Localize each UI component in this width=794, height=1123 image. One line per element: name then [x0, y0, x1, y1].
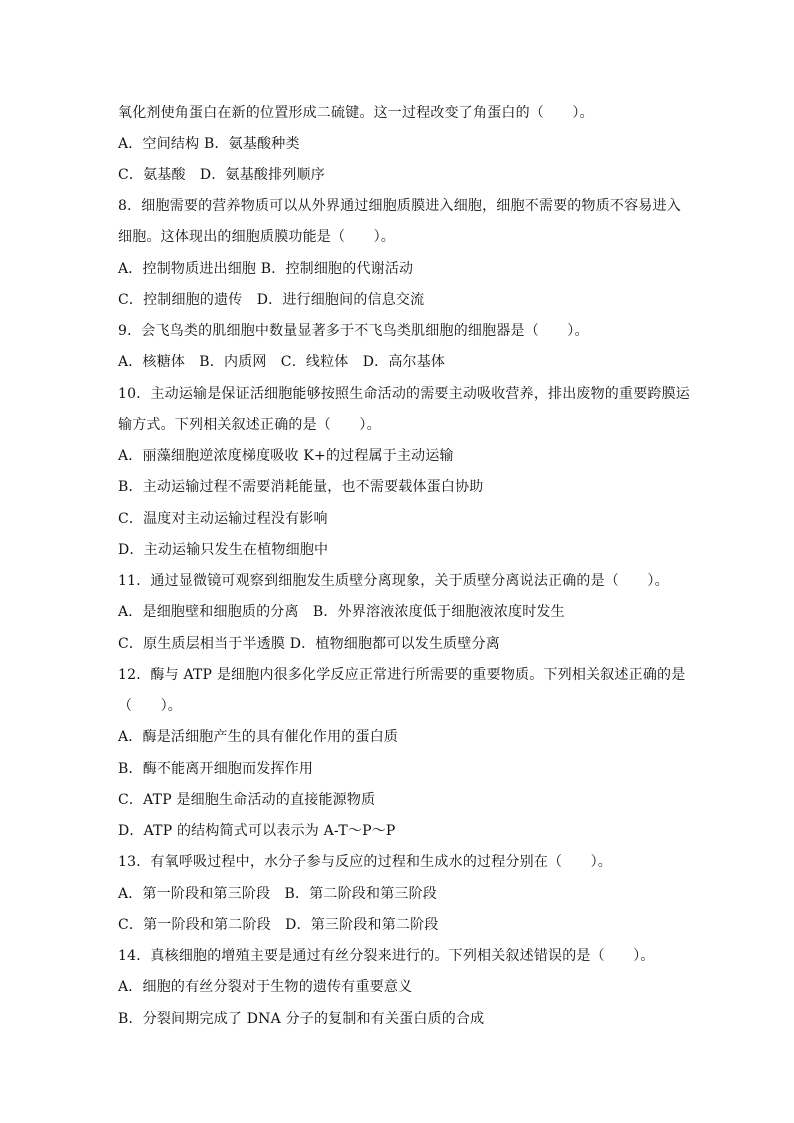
option-line: C．ATP 是细胞生命活动的直接能源物质 — [118, 792, 376, 808]
option-line: A．空间结构 B．氨基酸种类 — [118, 136, 300, 152]
option-line: A．控制物质进出细胞 B．控制细胞的代谢活动 — [118, 261, 414, 277]
option-line: C．氨基酸 D．氨基酸排列顺序 — [118, 167, 325, 183]
option-line: B．酶不能离开细胞而发挥作用 — [118, 761, 314, 777]
text-line: （ ）。 — [118, 698, 182, 714]
option-line: C．控制细胞的遗传 D．进行细胞间的信息交流 — [118, 292, 425, 308]
text-line: 输方式。下列相关叙述正确的是（ ）。 — [118, 417, 381, 433]
question-10: 10．主动运输是保证活细胞能够按照生命活动的需要主动吸收营养，排出废物的重要跨膜运 — [118, 386, 691, 402]
question-9: 9．会飞鸟类的肌细胞中数量显著多于不飞鸟类肌细胞的细胞器是（ ）。 — [118, 323, 589, 339]
option-line: A．第一阶段和第三阶段 B．第二阶段和第三阶段 — [118, 886, 437, 902]
question-12: 12．酶与 ATP 是细胞内很多化学反应正常进行所需要的重要物质。下列相关叙述正确的是 — [118, 667, 686, 683]
question-13: 13．有氧呼吸过程中，水分子参与反应的过程和生成水的过程分别在（ ）。 — [118, 854, 613, 870]
option-line: B．主动运输过程不需要消耗能量，也不需要载体蛋白协助 — [118, 479, 484, 495]
option-line: D．主动运输只发生在植物细胞中 — [118, 542, 329, 558]
option-line: C．温度对主动运输过程没有影响 — [118, 511, 328, 527]
option-line: A．是细胞壁和细胞质的分离 B．外界溶液浓度低于细胞液浓度时发生 — [118, 604, 565, 620]
option-line: A．酶是活细胞产生的具有催化作用的蛋白质 — [118, 729, 399, 745]
option-line: A．细胞的有丝分裂对于生物的遗传有重要意义 — [118, 979, 413, 995]
question-14: 14．真核细胞的增殖主要是通过有丝分裂来进行的。下列相关叙述错误的是（ ）。 — [118, 948, 655, 964]
option-line: C．原生质层相当于半透膜 D．植物细胞都可以发生质壁分离 — [118, 636, 500, 652]
option-line: C．第一阶段和第二阶段 D．第三阶段和第二阶段 — [118, 917, 439, 933]
option-line: A．核糖体 B．内质网 C．线粒体 D．高尔基体 — [118, 354, 446, 370]
option-line: B．分裂间期完成了 DNA 分子的复制和有关蛋白质的合成 — [118, 1011, 485, 1027]
question-8: 8．细胞需要的营养物质可以从外界通过细胞质膜进入细胞，细胞不需要的物质不容易进入 — [118, 198, 681, 214]
question-11: 11．通过显微镜可观察到细胞发生质壁分离现象，关于质壁分离说法正确的是（ ）。 — [118, 573, 669, 589]
option-line: D．ATP 的结构简式可以表示为 A-T～P～P — [118, 823, 396, 839]
text-line: 细胞。这体现出的细胞质膜功能是（ ）。 — [118, 229, 395, 245]
text-line: 氧化剂使角蛋白在新的位置形成二硫键。这一过程改变了角蛋白的（ ）。 — [118, 105, 594, 121]
option-line: A．丽藻细胞逆浓度梯度吸收 K+的过程属于主动运输 — [118, 448, 454, 464]
